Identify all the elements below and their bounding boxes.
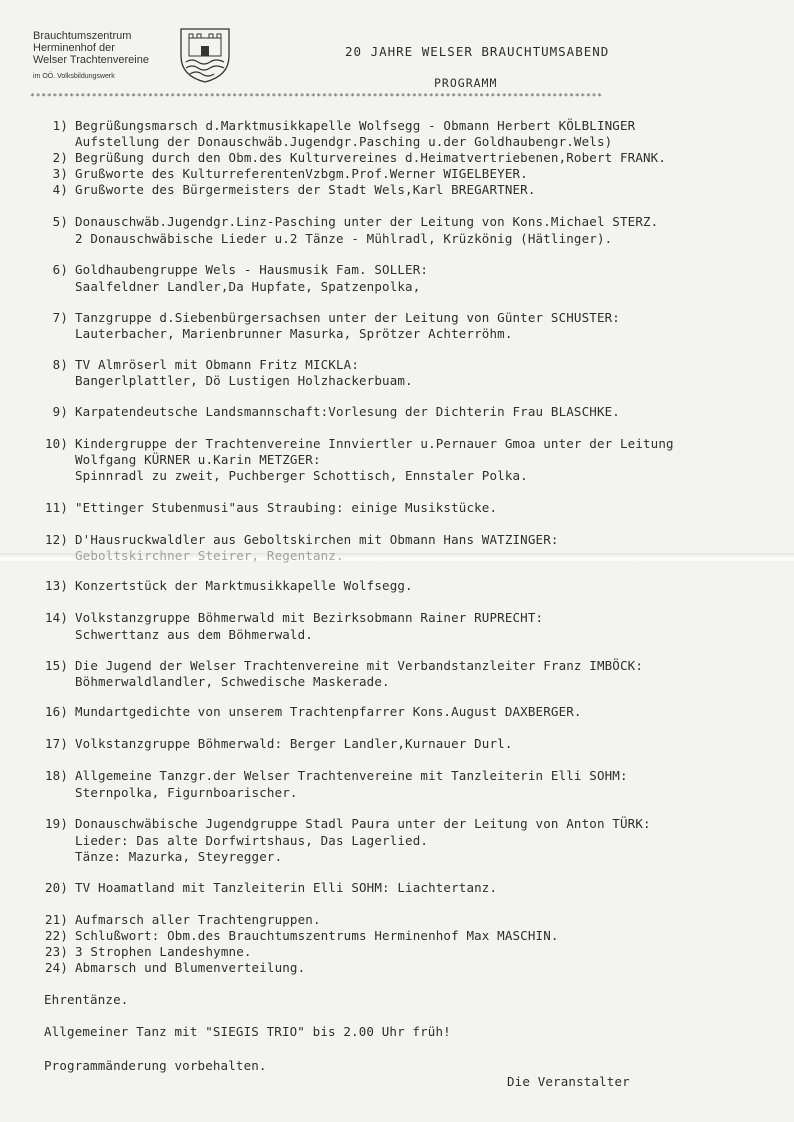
item-number: 13) xyxy=(44,578,68,593)
program-item-1-line-2: Aufstellung der Donauschwäb.Jugendgr.Pasching u.der Goldhaubengr.Wels) xyxy=(75,134,613,149)
item-number: 21) xyxy=(44,912,68,927)
item-number: 18) xyxy=(44,768,68,783)
program-item-18-line-2: Sternpolka, Figurnboarischer. xyxy=(75,785,298,800)
item-text: "Ettinger Stubenmusi"aus Straubing: einige Musikstücke. xyxy=(75,500,498,515)
item-text: Karpatendeutsche Landsmannschaft:Vorlesung der Dichterin Frau BLASCHKE. xyxy=(75,404,620,419)
item-number: 15) xyxy=(44,658,68,673)
item-text: Schlußwort: Obm.des Brauchtumszentrums Herminenhof Max MASCHIN. xyxy=(75,928,559,943)
program-item-19-line-2: Lieder: Das alte Dorfwirtshaus, Das Lagerlied. xyxy=(75,833,429,848)
item-number: 22) xyxy=(44,928,68,943)
item-number: 12) xyxy=(44,532,68,547)
coat-of-arms-icon xyxy=(178,26,232,84)
item-number: 2) xyxy=(52,150,68,165)
item-number: 14) xyxy=(44,610,68,625)
org-line-2: Herminenhof der xyxy=(33,42,115,54)
program-item-7 xyxy=(34,310,620,325)
program-item-4 xyxy=(34,182,536,197)
program-item-6 xyxy=(34,262,428,277)
organizer-signature: Die Veranstalter xyxy=(507,1074,630,1089)
item-text: Donauschwäb.Jugendgr.Linz-Pasching unter der Leitung von Kons.Michael STERZ. xyxy=(75,214,659,229)
item-text: Mundartgedichte von unserem Trachtenpfarrer Kons.August DAXBERGER. xyxy=(75,704,582,719)
item-text: Volkstanzgruppe Böhmerwald mit Bezirksobmann Rainer RUPRECHT: xyxy=(75,610,544,625)
org-subline: im OÖ. Volksbildungswerk xyxy=(33,73,115,80)
item-text: Begrüßungsmarsch d.Marktmusikkapelle Wolfsegg - Obmann Herbert KÖLBLINGER xyxy=(75,118,636,133)
ehrentaenze-text: Ehrentänze. xyxy=(44,992,129,1007)
program-item-20 xyxy=(34,880,497,895)
program-item-19 xyxy=(34,816,651,831)
program-item-14-line-2: Schwerttanz aus dem Böhmerwald. xyxy=(75,627,313,642)
program-item-8-line-2: Bangerlplattler, Dö Lustigen Holzhackerbuam. xyxy=(75,373,413,388)
star-separator: ****************************************************************************************************** xyxy=(30,92,603,101)
program-item-23 xyxy=(34,944,252,959)
item-text: Grußworte des Bürgermeisters der Stadt Wels,Karl BREGARTNER. xyxy=(75,182,536,197)
item-text: Begrüßung durch den Obm.des Kulturvereines d.Heimatvertriebenen,Robert FRANK. xyxy=(75,150,667,165)
program-item-9 xyxy=(34,404,620,419)
item-number: 9) xyxy=(52,404,68,419)
item-number: 4) xyxy=(52,182,68,197)
program-item-19-line-3: Tänze: Mazurka, Steyregger. xyxy=(75,849,283,864)
program-item-18 xyxy=(34,768,628,783)
program-item-12-line-2: Geboltskirchner Steirer, Regentanz. xyxy=(75,548,344,563)
program-item-6-line-2: Saalfeldner Landler,Da Hupfate, Spatzenpolka, xyxy=(75,279,421,294)
item-number: 23) xyxy=(44,944,68,959)
program-item-11 xyxy=(34,500,497,515)
page-subtitle: PROGRAMM xyxy=(434,76,498,90)
program-item-2 xyxy=(34,150,666,165)
program-item-24 xyxy=(34,960,305,975)
program-item-13 xyxy=(34,578,413,593)
program-item-15-line-2: Böhmerwaldlandler, Schwedische Maskerade. xyxy=(75,674,390,689)
item-number: 7) xyxy=(52,310,68,325)
program-item-5 xyxy=(34,214,658,229)
program-item-16 xyxy=(34,704,582,719)
org-line-3: Welser Trachtenvereine xyxy=(33,54,149,66)
program-item-3 xyxy=(34,166,528,181)
program-change-note: Programmänderung vorbehalten. xyxy=(44,1058,267,1073)
item-text: Donauschwäbische Jugendgruppe Stadl Paura unter der Leitung von Anton TÜRK: xyxy=(75,816,651,831)
item-number: 16) xyxy=(44,704,68,719)
item-number: 19) xyxy=(44,816,68,831)
item-number: 6) xyxy=(52,262,68,277)
item-text: Die Jugend der Welser Trachtenvereine mit Verbandstanzleiter Franz IMBÖCK: xyxy=(75,658,643,673)
org-line-1: Brauchtumszentrum xyxy=(33,30,132,42)
item-text: Konzertstück der Marktmusikkapelle Wolfsegg. xyxy=(75,578,413,593)
program-item-8 xyxy=(34,357,359,372)
program-item-22 xyxy=(34,928,559,943)
item-text: TV Almröserl mit Obmann Fritz MICKLA: xyxy=(75,357,359,372)
item-text: Goldhaubengruppe Wels - Hausmusik Fam. SOLLER: xyxy=(75,262,429,277)
item-number: 8) xyxy=(52,357,68,372)
program-item-7-line-2: Lauterbacher, Marienbrunner Masurka, Sprötzer Achterröhm. xyxy=(75,326,513,341)
program-item-1 xyxy=(34,118,635,133)
program-item-10-line-3: Spinnradl zu zweit, Puchberger Schottisch, Ennstaler Polka. xyxy=(75,468,528,483)
item-text: D'Hausruckwaldler aus Geboltskirchen mit Obmann Hans WATZINGER: xyxy=(75,532,559,547)
item-number: 5) xyxy=(52,214,68,229)
item-text: Volkstanzgruppe Böhmerwald: Berger Landler,Kurnauer Durl. xyxy=(75,736,513,751)
program-item-10-line-2: Wolfgang KÜRNER u.Karin METZGER: xyxy=(75,452,321,467)
organization-block xyxy=(33,30,149,81)
item-text: Abmarsch und Blumenverteilung. xyxy=(75,960,306,975)
program-item-15 xyxy=(34,658,643,673)
item-text: 3 Strophen Landeshymne. xyxy=(75,944,252,959)
general-dance-text: Allgemeiner Tanz mit "SIEGIS TRIO" bis 2.00 Uhr früh! xyxy=(44,1024,451,1039)
item-number: 17) xyxy=(44,736,68,751)
program-item-5-line-2: 2 Donauschwäbische Lieder u.2 Tänze - Mühlradl, Krüzkönig (Hätlinger). xyxy=(75,231,613,246)
item-text: Grußworte des KulturreferentenVzbgm.Prof.Werner WIGELBEYER. xyxy=(75,166,528,181)
program-item-21 xyxy=(34,912,321,927)
item-number: 10) xyxy=(44,436,68,451)
program-item-10 xyxy=(34,436,674,451)
item-text: Tanzgruppe d.Siebenbürgersachsen unter der Leitung von Günter SCHUSTER: xyxy=(75,310,620,325)
item-text: Kindergruppe der Trachtenvereine Innviertler u.Pernauer Gmoa unter der Leitung xyxy=(75,436,674,451)
item-number: 1) xyxy=(52,118,68,133)
program-item-14 xyxy=(34,610,543,625)
item-text: TV Hoamatland mit Tanzleiterin Elli SOHM: Liachtertanz. xyxy=(75,880,498,895)
item-text: Aufmarsch aller Trachtengruppen. xyxy=(75,912,321,927)
item-number: 20) xyxy=(44,880,68,895)
item-number: 3) xyxy=(52,166,68,181)
item-number: 24) xyxy=(44,960,68,975)
page-title: 20 JAHRE WELSER BRAUCHTUMSABEND xyxy=(345,44,610,59)
item-number: 11) xyxy=(44,500,68,515)
program-item-12 xyxy=(34,532,559,547)
item-text: Allgemeine Tanzgr.der Welser Trachtenvereine mit Tanzleiterin Elli SOHM: xyxy=(75,768,628,783)
program-item-17 xyxy=(34,736,513,751)
